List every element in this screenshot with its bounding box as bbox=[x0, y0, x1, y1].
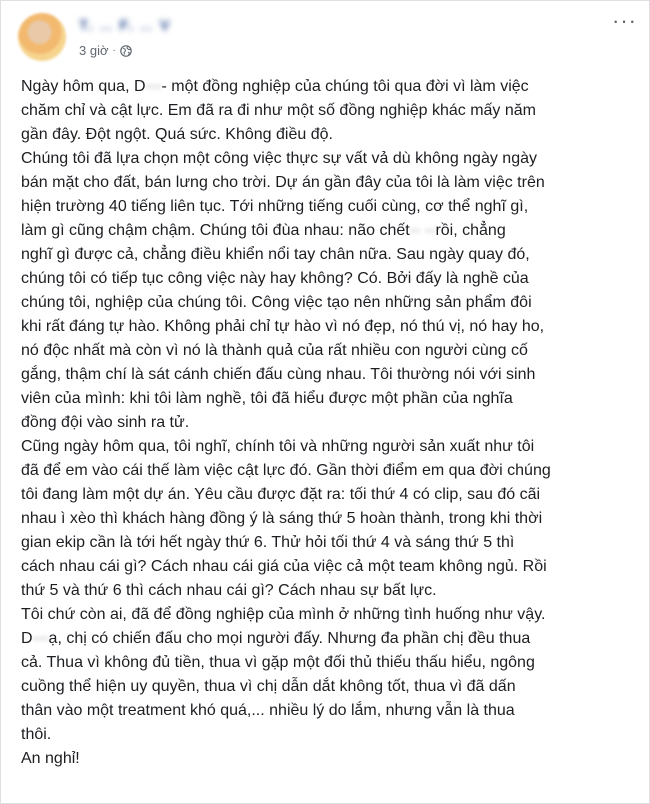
text-line bbox=[21, 387, 636, 411]
text-segment: đã để em vào cái thế làm việc cật lực đó. Gần thời điểm em qua đời chúng bbox=[21, 462, 551, 479]
text-segment: An nghỉ! bbox=[21, 750, 80, 767]
post-time[interactable]: 3 giờ bbox=[79, 43, 109, 58]
text-segment: nghĩ gì được cả, chẳng điều khiển nổi tay chân nữa. Sau ngày quay đó, bbox=[21, 246, 530, 263]
text-line bbox=[21, 555, 636, 579]
text-line bbox=[21, 579, 636, 603]
post-content bbox=[21, 75, 636, 771]
text-line bbox=[21, 651, 636, 675]
separator-dot: · bbox=[112, 45, 116, 56]
text-segment: Chúng tôi đã lựa chọn một công việc thực sự vất vả dù không ngày ngày bbox=[21, 150, 537, 167]
text-line bbox=[21, 603, 636, 627]
text-line bbox=[21, 243, 636, 267]
text-segment: đồng đội vào sinh ra tử. bbox=[21, 414, 190, 431]
text-segment: - một đồng nghiệp của chúng tôi qua đời vì làm việc bbox=[161, 78, 529, 95]
text-line bbox=[21, 291, 636, 315]
text-line bbox=[21, 363, 636, 387]
text-line bbox=[21, 531, 636, 555]
text-segment: D bbox=[21, 630, 33, 647]
text-line bbox=[21, 339, 636, 363]
text-segment: bán mặt cho đất, bán lưng cho trời. Dự án gần đây của tôi là làm việc trên bbox=[21, 174, 545, 191]
text-segment: khi rất đáng tự hào. Không phải chỉ tự hào vì nó đẹp, nó thú vị, nó hay ho, bbox=[21, 318, 545, 335]
text-line bbox=[21, 99, 636, 123]
text-segment: tôi đang làm một dự án. Yêu cầu được đặt ra: tối thứ 4 có clip, sau đó cãi bbox=[21, 486, 541, 503]
text-line bbox=[21, 483, 636, 507]
text-segment: Tôi chứ còn ai, đã để đồng nghiệp của mình ở những tình huống như vậy. bbox=[21, 606, 546, 623]
text-segment: hiện trường 40 tiếng liên tục. Tới những tiếng cuối cùng, cơ thể nghĩ gì, bbox=[21, 198, 529, 215]
text-line bbox=[21, 507, 636, 531]
redacted-text: ·· ·· bbox=[409, 222, 436, 239]
text-segment: chúng tôi, nghiệp của chúng tôi. Công việc tạo nên những sản phẩm đôi bbox=[21, 294, 532, 311]
text-line bbox=[21, 219, 636, 243]
text-line bbox=[21, 699, 636, 723]
text-line bbox=[21, 747, 636, 771]
text-segment: thứ 5 và thứ 6 thì cách nhau cái gì? Cách nhau sự bất lực. bbox=[21, 582, 437, 599]
text-segment: nó độc nhất mà còn vì nó là thành quả của rất nhiều con người cùng cố bbox=[21, 342, 528, 359]
text-segment: gian ekip cần là tới hết ngày thứ 6. Thử hỏi tối thứ 4 và sáng thứ 5 thì bbox=[21, 534, 515, 551]
text-segment: viên của mình: khi tôi làm nghề, tôi đã hiểu được một phần của nghĩa bbox=[21, 390, 513, 407]
text-line bbox=[21, 171, 636, 195]
text-segment: làm gì cũng chậm chậm. Chúng tôi đùa nhau: não chết bbox=[21, 222, 410, 239]
post-paragraph bbox=[21, 147, 636, 435]
post-paragraph bbox=[21, 747, 636, 771]
text-segment: Ngày hôm qua, D bbox=[21, 78, 146, 95]
text-segment: nhau ì xèo thì khách hàng đồng ý là sáng thứ 5 hoàn thành, trong khi thời bbox=[21, 510, 543, 527]
text-line bbox=[21, 675, 636, 699]
text-segment: Cũng ngày hôm qua, tôi nghĩ, chính tôi và những người sản xuất như tôi bbox=[21, 438, 535, 455]
post-paragraph bbox=[21, 603, 636, 747]
globe-icon[interactable] bbox=[120, 45, 132, 57]
text-segment: cả. Thua vì không đủ tiền, thua vì gặp một đối thủ thiếu thấu hiểu, ngông bbox=[21, 654, 535, 671]
post-paragraph bbox=[21, 435, 636, 603]
text-line bbox=[21, 195, 636, 219]
text-segment: thôi. bbox=[21, 726, 52, 743]
more-horizontal-icon[interactable]: ··· bbox=[612, 8, 637, 33]
text-line bbox=[21, 459, 636, 483]
text-segment: rồi, chẳng bbox=[435, 222, 506, 239]
text-line bbox=[21, 147, 636, 171]
text-segment: chúng tôi có tiếp tục công việc này hay không? Có. Bởi đấy là nghề của bbox=[21, 270, 529, 287]
redacted-text: ··· bbox=[145, 78, 162, 95]
text-line bbox=[21, 123, 636, 147]
text-segment: cách nhau cái gì? Cách nhau cái giá của việc cả một team không ngủ. Rồi bbox=[21, 558, 547, 575]
post-paragraph bbox=[21, 75, 636, 147]
post-meta bbox=[79, 43, 132, 58]
post-header bbox=[15, 8, 637, 65]
redacted-text: ··· bbox=[32, 630, 49, 647]
text-line bbox=[21, 627, 636, 651]
text-line bbox=[21, 411, 636, 435]
text-line bbox=[21, 723, 636, 747]
text-line bbox=[21, 315, 636, 339]
text-segment: thân vào một treatment khó quá,... nhiều lý do lắm, nhưng vẫn là thua bbox=[21, 702, 515, 719]
text-segment: chăm chỉ và cật lực. Em đã ra đi như một số đồng nghiệp khác mấy năm bbox=[21, 102, 536, 119]
text-segment: gần đây. Đột ngột. Quá sức. Không điều độ. bbox=[21, 126, 333, 143]
author-name[interactable]: T. .. F. .. V bbox=[79, 17, 172, 33]
text-line bbox=[21, 267, 636, 291]
text-line bbox=[21, 435, 636, 459]
text-segment: ạ, chị có chiến đấu cho mọi người đấy. Nhưng đa phần chị đều thua bbox=[48, 630, 531, 647]
text-segment: gắng, thậm chí là sát cánh chiến đấu cùng nhau. Tôi thường nói với sinh bbox=[21, 366, 536, 383]
text-line bbox=[21, 75, 636, 99]
avatar[interactable] bbox=[18, 13, 66, 61]
text-segment: cuồng thể hiện uy quyền, thua vì chị dẫn dắt không tốt, thua vì đã dấn bbox=[21, 678, 516, 695]
